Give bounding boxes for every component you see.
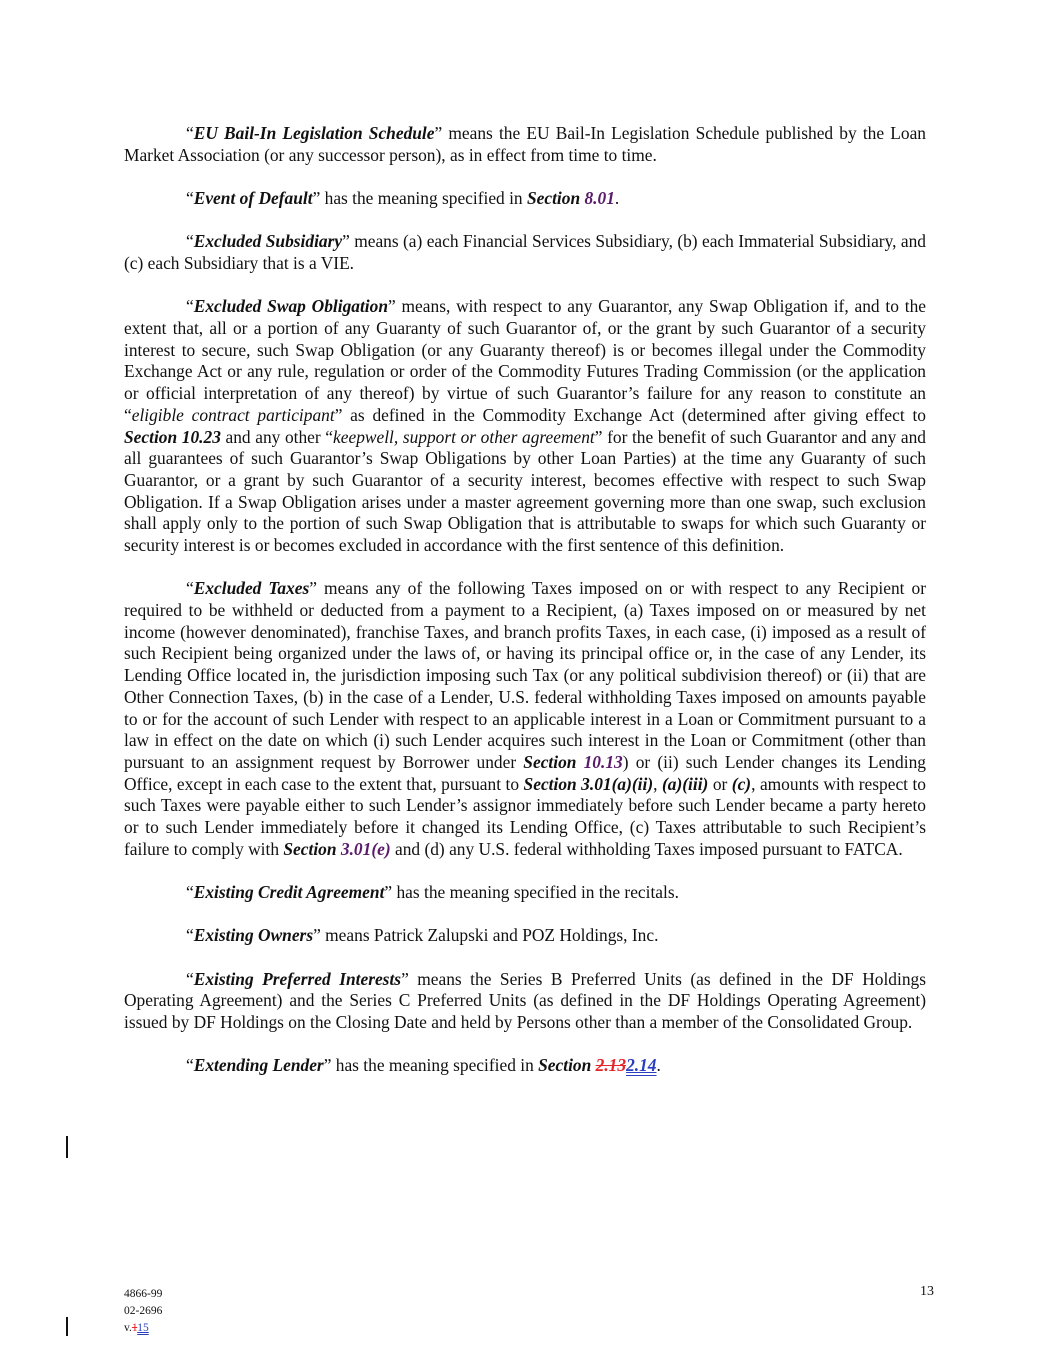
version-inserted: 15 <box>137 1322 149 1334</box>
version-prefix: v. <box>124 1322 132 1334</box>
defined-term: EU Bail-In Legislation Schedule <box>193 123 435 143</box>
definition-text: and any other “ <box>220 426 334 447</box>
section-label: Section <box>538 1055 592 1076</box>
definition-extending-lender <box>124 1055 926 1077</box>
definition-text: ” means Patrick Zalupski and POZ Holdings, Inc. <box>313 925 659 946</box>
section-cross-reference-link[interactable]: 10.13 <box>583 751 623 772</box>
definition-text: ” means (a) each Financial Services Subsidiary, (b) each Immaterial Subsidiary, and (c) each Subsidiary that is a VIE. <box>124 231 926 273</box>
definition-text: ” as defined in the Commodity Exchange Act (determined after giving effect to <box>334 404 926 425</box>
defined-term: Existing Owners <box>193 925 314 946</box>
defined-term: Extending Lender <box>193 1055 324 1076</box>
inserted-section-ref-link[interactable]: 2.14 <box>626 1055 657 1076</box>
definition-text: ” has the meaning specified in <box>312 188 527 208</box>
section-cross-reference-link[interactable]: 8.01 <box>584 188 615 208</box>
defined-term: Existing Credit Agreement <box>193 882 385 903</box>
definition-text: ” means the EU Bail-In Legislation Schedule published by the Loan Market Association (or any successor person), as in effect from time to time. <box>124 123 926 165</box>
section-reference: Section 3.01(a)(ii) <box>523 773 654 794</box>
definition-text: ” has the meaning specified in <box>323 1055 539 1076</box>
change-bar-extending-lender <box>66 1136 68 1158</box>
definition-eu-bail-in-legislation-schedule <box>124 123 926 166</box>
definition-text: or <box>708 773 732 794</box>
definition-text: ” has the meaning specified in the recitals. <box>384 882 679 903</box>
definition-text: ” means, with respect to any Guarantor, any Swap Obligation if, and to the extent that, all or a portion of any Guaranty of such Guarantor of, or the grant by such Guarantor of a security interest to secure, such Swap Obligation (or any Guaranty thereof) is or becomes illegal under the Commodity Exchange Act or any rule, regulation or order of the Commodity Futures Trading Commission (or the application or official interpretation of any thereof) by virtue of such Guarantor’s failure for any reason to constitute an “ <box>124 296 927 425</box>
open-quote: “ <box>186 123 194 143</box>
defined-term: Event of Default <box>193 188 313 208</box>
definitions-body <box>124 123 926 1099</box>
definition-existing-owners <box>124 925 926 947</box>
change-bar-footer-version <box>66 1317 68 1336</box>
definition-text: ” for the benefit of such Guarantor and any and all guarantees of such Guarantor’s Swap Obligations by other Loan Parties) at the time any Guaranty of such Guarantor, or a grant by such Guarantor of a security interest, becomes effective with respect to such Swap Obligation. If a Swap Obligation arises under a master agreement governing more than one swap, such exclusion shall apply only to the portion of such Swap Obligation that is attributable to swaps for which such Guaranty or security interest is or becomes excluded in accordance with the first sentence of this definition. <box>124 426 926 556</box>
definition-text: ” means the Series B Preferred Units (as defined in the DF Holdings Operating Agreement) and the Series C Preferred Units (as defined in the DF Holdings Operating Agreement) issued by DF Holdings on the Closing Date and held by Persons other than a member of the Consolidated Group. <box>124 968 926 1033</box>
version-deleted: 1 <box>131 1322 138 1334</box>
open-quote: “ <box>186 231 194 252</box>
doc-id-line-1: 4866-99 <box>124 1288 163 1300</box>
footer-doc-id <box>124 1286 162 1337</box>
section-label: Section <box>283 838 337 859</box>
section-label: Section <box>523 751 577 772</box>
open-quote: “ <box>186 296 194 317</box>
version-line <box>124 1320 162 1337</box>
open-quote: “ <box>186 882 194 903</box>
section-reference: (c) <box>731 773 752 794</box>
definition-existing-credit-agreement <box>124 882 926 904</box>
section-reference: Section 10.23 <box>124 426 221 447</box>
definition-excluded-taxes <box>124 578 926 860</box>
defined-term: Excluded Subsidiary <box>193 231 343 252</box>
defined-term: Excluded Swap Obligation <box>193 296 388 317</box>
definition-excluded-subsidiary <box>124 231 926 274</box>
page-number: 13 <box>920 1284 934 1299</box>
open-quote: “ <box>186 188 194 208</box>
italic-phrase: keepwell, support or other agreement <box>333 426 595 447</box>
definition-text-end: . <box>656 1055 661 1076</box>
section-cross-reference-link[interactable]: 3.01(e) <box>340 838 391 859</box>
italic-phrase: eligible contract participant <box>131 404 335 425</box>
definition-text: and (d) any U.S. federal withholding Taxes imposed pursuant to FATCA. <box>390 838 903 859</box>
definition-text: ) or (ii) such Lender changes its Lending Office, except in each case to the extent that, pursuant to <box>124 751 926 794</box>
definition-existing-preferred-interests <box>124 969 926 1034</box>
definition-excluded-swap-obligation <box>124 296 926 556</box>
defined-term: Existing Preferred Interests <box>193 968 402 989</box>
deleted-section-ref: 2.13 <box>595 1055 627 1076</box>
doc-id-line-2: 02-2696 <box>124 1305 163 1317</box>
open-quote: “ <box>186 968 194 989</box>
definition-text: ” means any of the following Taxes imposed on or with respect to any Recipient or required to be withheld or deducted from a payment to a Recipient, (a) Taxes imposed on or measured by net income (however denominated), franchise Taxes, and branch profits Taxes, in each case, (i) imposed as a result of such Recipient being organized under the laws of, or having its principal office or, in the case of any Lender, its Lending Office located in, the jurisdiction imposing such Tax (or any political subdivision thereof) or (ii) that are Other Connection Taxes, (b) in the case of a Lender, U.S. federal withholding Taxes imposed on amounts payable to or for the account of such Lender with respect to an applicable interest in a Loan or Commitment pursuant to a law in effect on the date on which (i) such Lender acquires such interest in the Loan or Commitment (other than pursuant to an assignment request by Borrower under <box>124 578 926 772</box>
definition-event-of-default <box>124 188 926 210</box>
defined-term: Excluded Taxes <box>193 578 310 599</box>
definition-text-end: . <box>614 188 620 208</box>
section-label: Section <box>526 188 581 208</box>
section-reference: (a)(iii) <box>661 773 709 794</box>
open-quote: “ <box>186 925 194 946</box>
open-quote: “ <box>186 578 194 599</box>
definition-text: , <box>653 773 662 794</box>
open-quote: “ <box>186 1055 194 1076</box>
definition-text: , amounts with respect to such Taxes were payable either to such Lender’s assignor immediately before such Lender became a party hereto or to such Lender immediately before it changed its Lending Office, (c) Taxes attributable to such Recipient’s failure to comply with <box>124 773 927 859</box>
